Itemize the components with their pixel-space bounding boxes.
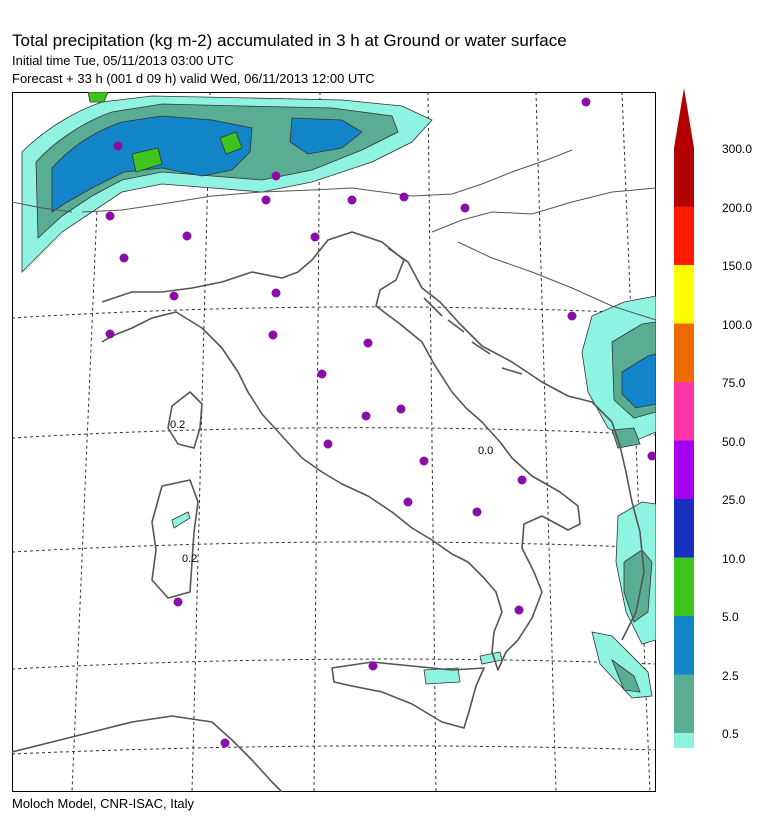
legend-level-label: 25.0 — [722, 493, 746, 507]
station-marker — [397, 405, 406, 414]
station-marker — [272, 289, 281, 298]
contour-label-2: 0.0 — [478, 445, 494, 457]
legend-swatch — [674, 616, 694, 675]
station-marker — [582, 98, 591, 107]
station-marker — [518, 476, 527, 485]
station-marker — [420, 457, 429, 466]
legend-level-label: 75.0 — [722, 376, 746, 390]
station-marker — [262, 196, 271, 205]
precipitation-map — [12, 92, 656, 792]
station-marker — [473, 508, 482, 517]
station-marker — [174, 598, 183, 607]
legend-swatch — [674, 675, 694, 734]
station-marker — [311, 233, 320, 242]
contour-label-1: 0.2 — [170, 419, 186, 431]
station-marker — [106, 212, 115, 221]
station-marker — [364, 339, 373, 348]
legend-level-label: 10.0 — [722, 551, 746, 566]
station-marker — [106, 330, 115, 339]
station-marker — [404, 498, 413, 507]
station-marker — [362, 412, 371, 421]
station-marker — [369, 662, 378, 671]
legend-level-label: 2.5 — [722, 668, 739, 683]
legend-overflow-triangle — [674, 88, 694, 148]
initial-time-text: Initial time Tue, 05/11/2013 03:00 UTC — [12, 53, 234, 68]
station-marker — [221, 739, 230, 748]
station-marker — [461, 204, 470, 213]
station-marker — [400, 193, 409, 202]
contour-label-3: 0.2 — [182, 553, 198, 565]
station-marker — [269, 331, 278, 340]
station-marker — [170, 292, 179, 301]
legend-level-label: 5.0 — [722, 610, 739, 624]
legend-level-label: 300.0 — [722, 142, 753, 156]
legend-level-label: 150.0 — [722, 259, 753, 273]
legend-swatch — [674, 265, 694, 324]
legend-swatch — [674, 558, 694, 617]
legend-swatch — [674, 324, 694, 383]
forecast-valid-text: Forecast + 33 h (001 d 09 h) valid Wed, 06/11/2013 12:00 UTC — [12, 71, 375, 86]
map-title: Total precipitation (kg m-2) accumulated in 3 h at Ground or water surface — [12, 31, 567, 50]
legend-level-label: 50.0 — [722, 434, 746, 449]
legend-swatch — [674, 207, 694, 266]
station-marker — [318, 370, 327, 379]
station-marker — [114, 142, 123, 151]
station-marker — [568, 312, 577, 321]
station-marker — [324, 440, 333, 449]
station-marker — [515, 606, 524, 615]
legend-swatch — [674, 441, 694, 500]
legend-swatch — [674, 148, 694, 207]
legend-swatch — [674, 499, 694, 558]
station-marker — [348, 196, 357, 205]
legend-swatch — [674, 733, 694, 748]
legend-level-label: 0.5 — [722, 727, 739, 741]
legend-level-label: 200.0 — [722, 200, 753, 215]
station-marker — [272, 172, 281, 181]
legend-swatch — [674, 382, 694, 441]
station-marker — [183, 232, 192, 241]
precipitation-legend — [674, 88, 754, 748]
model-credit: Moloch Model, CNR-ISAC, Italy — [12, 796, 195, 811]
station-marker — [120, 254, 129, 263]
legend-level-label: 100.0 — [722, 317, 753, 332]
